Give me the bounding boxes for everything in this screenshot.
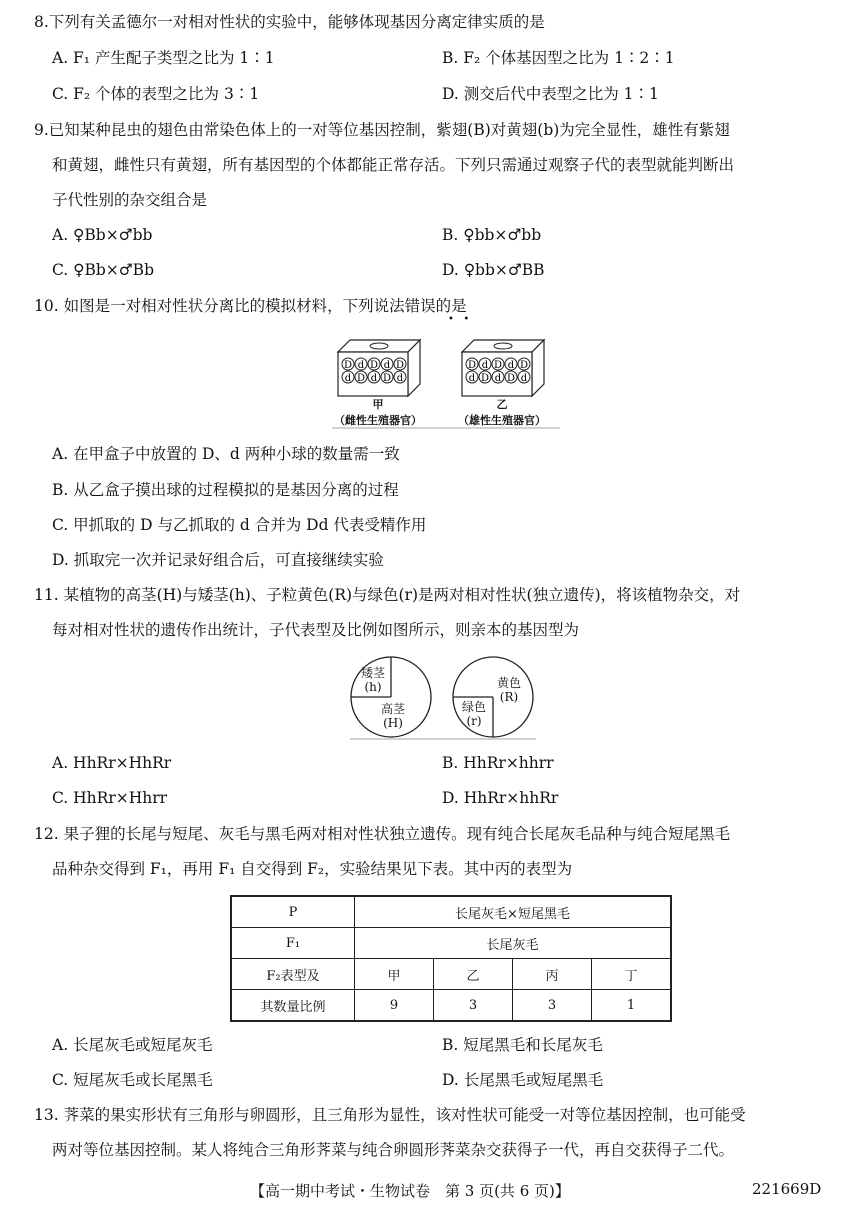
ball-label: d — [357, 360, 365, 371]
q9-option-b: B. ♀bb×♂bb — [442, 226, 542, 244]
ball-label: D — [493, 360, 503, 371]
pie2-large-label — [492, 676, 526, 704]
ball-label: d — [396, 373, 404, 384]
q11-stem-line2: 每对相对性状的遗传作出统计，子代表型及比例如图所示，则亲本的基因型为 — [52, 621, 580, 639]
table-cell: F₂表型及 — [231, 959, 355, 990]
q9-stem-line3: 子代性别的杂交组合是 — [52, 191, 208, 209]
ball-label: d — [481, 360, 489, 371]
table-cell: 其数量比例 — [231, 990, 355, 1022]
q8-option-a: A. F₁ 产生配子类型之比为 1∶1 — [52, 49, 275, 67]
q13-stem-line1: 13. 荠菜的果实形状有三角形与卵圆形，且三角形为显性，该对性状可能受一对等位基因控制，也可能受 — [34, 1106, 746, 1124]
table-cell: 3 — [513, 990, 592, 1022]
table-cell: F₁ — [231, 928, 355, 959]
q10-option-c: C. 甲抓取的 D 与乙抓取的 d 合并为 Dd 代表受精作用 — [52, 516, 427, 534]
table-cell: 乙 — [434, 959, 513, 990]
q8-option-c: C. F₂ 个体的表型之比为 3∶1 — [52, 85, 260, 103]
emphasis-dots: • • — [448, 314, 470, 325]
pie2-small-label — [457, 700, 491, 728]
q8-option-b: B. F₂ 个体基因型之比为 1∶2∶1 — [442, 49, 675, 67]
table-cell: 丁 — [592, 959, 672, 990]
ball-label: D — [395, 360, 405, 371]
box-jia-label: 甲 — [372, 398, 384, 411]
ball-label: D — [343, 360, 353, 371]
box-yi — [462, 340, 544, 396]
q9-option-d: D. ♀bb×♂BB — [442, 261, 545, 279]
q12-results-table — [230, 895, 672, 1022]
table-cell: 长尾灰毛 — [355, 928, 672, 959]
ball-label: d — [494, 373, 502, 384]
q12-option-a: A. 长尾灰毛或短尾灰毛 — [52, 1036, 213, 1054]
q8-stem: 8.下列有关孟德尔一对相对性状的实验中，能够体现基因分离定律实质的是 — [34, 13, 545, 31]
pie1-large-label — [376, 702, 410, 730]
q8-option-d: D. 测交后代中表型之比为 1∶1 — [442, 85, 659, 103]
table-row — [231, 928, 671, 959]
q11-option-b: B. HhRr×hhrr — [442, 754, 554, 772]
table-row — [231, 896, 671, 928]
q9-stem-line1: 9.已知某种昆虫的翅色由常染色体上的一对等位基因控制，紫翅(B)对黄翅(b)为完全显性，雄性有紫翅 — [34, 121, 730, 139]
table-cell: 长尾灰毛×短尾黑毛 — [355, 896, 672, 928]
table-row — [231, 959, 671, 990]
pie1-small-symbol: (h) — [364, 680, 382, 694]
q12-option-d: D. 长尾黑毛或短尾黑毛 — [442, 1071, 604, 1089]
box-jia-caption: （雌性生殖器官） — [334, 414, 422, 427]
box-jia — [338, 340, 420, 396]
q12-stem-line2: 品种杂交得到 F₁，再用 F₁ 自交得到 F₂，实验结果见下表。其中丙的表型为 — [52, 860, 573, 878]
page-footer: 【高一期中考试・生物试卷 第 3 页(共 6 页)】 — [250, 1182, 570, 1200]
exam-code: 221669D — [752, 1180, 822, 1198]
q10-figure — [332, 334, 560, 430]
ball-label: D — [382, 373, 392, 384]
ball-label: D — [369, 360, 379, 371]
q11-stem-line1: 11. 某植物的高茎(H)与矮茎(h)、子粒黄色(R)与绿色(r)是两对相对性状(独立遗传)，将该植物杂交，对 — [34, 586, 741, 604]
q12-stem-line1: 12. 果子狸的长尾与短尾、灰毛与黑毛两对相对性状独立遗传。现有纯合长尾灰毛品种与纯合短尾黑毛 — [34, 825, 731, 843]
ball-label: d — [370, 373, 378, 384]
table-row — [231, 990, 671, 1022]
q11-option-a: A. HhRr×HhRr — [52, 754, 172, 772]
pie1-large-text: 高茎 — [380, 702, 405, 716]
pie2-small-text: 绿色 — [461, 700, 486, 714]
q9-option-c: C. ♀Bb×♂Bb — [52, 261, 154, 279]
ball-label: d — [383, 360, 391, 371]
pie2-large-symbol: (R) — [499, 690, 519, 704]
ball-label: d — [468, 373, 476, 384]
pie1-large-symbol: (H) — [383, 716, 403, 730]
table-cell: 3 — [434, 990, 513, 1022]
box-yi-label: 乙 — [496, 398, 508, 411]
box-yi-caption: （雄性生殖器官） — [458, 414, 546, 427]
ball-label: D — [356, 373, 366, 384]
q10-stem: 10. 如图是一对相对性状分离比的模拟材料，下列说法错误的是 — [34, 297, 467, 315]
q9-stem-line2: 和黄翅，雌性只有黄翅，所有基因型的个体都能正常存活。下列只需通过观察子代的表型就能判断出 — [52, 156, 735, 174]
table-cell: 9 — [355, 990, 434, 1022]
ball-label: d — [344, 373, 352, 384]
q11-option-d: D. HhRr×hhRr — [442, 789, 559, 807]
q10-option-b: B. 从乙盒子摸出球的过程模拟的是基因分离的过程 — [52, 481, 399, 499]
ball-label: D — [506, 373, 516, 384]
q10-option-d: D. 抓取完一次并记录好组合后，可直接继续实验 — [52, 551, 384, 569]
q12-option-b: B. 短尾黑毛和长尾灰毛 — [442, 1036, 603, 1054]
pie1-small-text: 矮茎 — [360, 666, 385, 680]
ball-label: d — [507, 360, 515, 371]
ball-label: D — [519, 360, 529, 371]
q9-option-a: A. ♀Bb×♂bb — [52, 226, 153, 244]
table-cell: 甲 — [355, 959, 434, 990]
ball-label: d — [520, 373, 528, 384]
table-cell: P — [231, 896, 355, 928]
q11-option-c: C. HhRr×Hhrr — [52, 789, 168, 807]
pie2-small-symbol: (r) — [466, 714, 482, 728]
pie1-small-label — [356, 666, 390, 694]
table-cell: 丙 — [513, 959, 592, 990]
q12-option-c: C. 短尾灰毛或长尾黑毛 — [52, 1071, 213, 1089]
ball-label: D — [480, 373, 490, 384]
q10-option-a: A. 在甲盒子中放置的 D、d 两种小球的数量需一致 — [52, 445, 400, 463]
ball-label: D — [467, 360, 477, 371]
pie2-large-text: 黄色 — [496, 676, 521, 690]
q11-pie-figure — [350, 656, 536, 740]
table-cell: 1 — [592, 990, 672, 1022]
q13-stem-line2: 两对等位基因控制。某人将纯合三角形荠菜与纯合卵圆形荠菜杂交获得子一代，再自交获得子二代。 — [52, 1141, 735, 1159]
